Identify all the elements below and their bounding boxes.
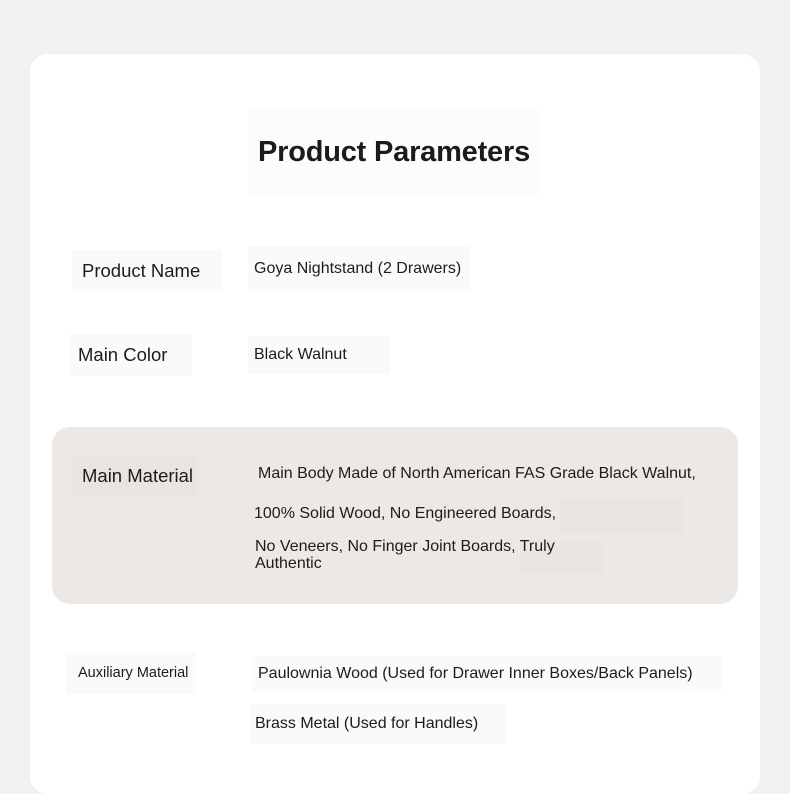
auxiliary-material-label: Auxiliary Material [66, 652, 196, 694]
product-name-label: Product Name [72, 250, 222, 292]
main-material-line-1: Main Body Made of North American FAS Grade Black Walnut, [258, 465, 696, 482]
auxiliary-material-line-2: Brass Metal (Used for Handles) [249, 704, 507, 744]
main-material-label: Main Material [72, 455, 196, 497]
decorative-block [560, 498, 684, 534]
main-color-value: Black Walnut [248, 336, 390, 374]
page-title: Product Parameters [248, 110, 540, 194]
main-color-label: Main Color [70, 334, 192, 376]
main-material-line-3: No Veneers, No Finger Joint Boards, Truly Authentic [255, 538, 555, 572]
auxiliary-material-line-1: Paulownia Wood (Used for Drawer Inner Boxes/Back Panels) [252, 656, 722, 692]
main-material-line-2: 100% Solid Wood, No Engineered Boards, [254, 505, 557, 522]
product-name-value: Goya Nightstand (2 Drawers) [248, 246, 470, 292]
